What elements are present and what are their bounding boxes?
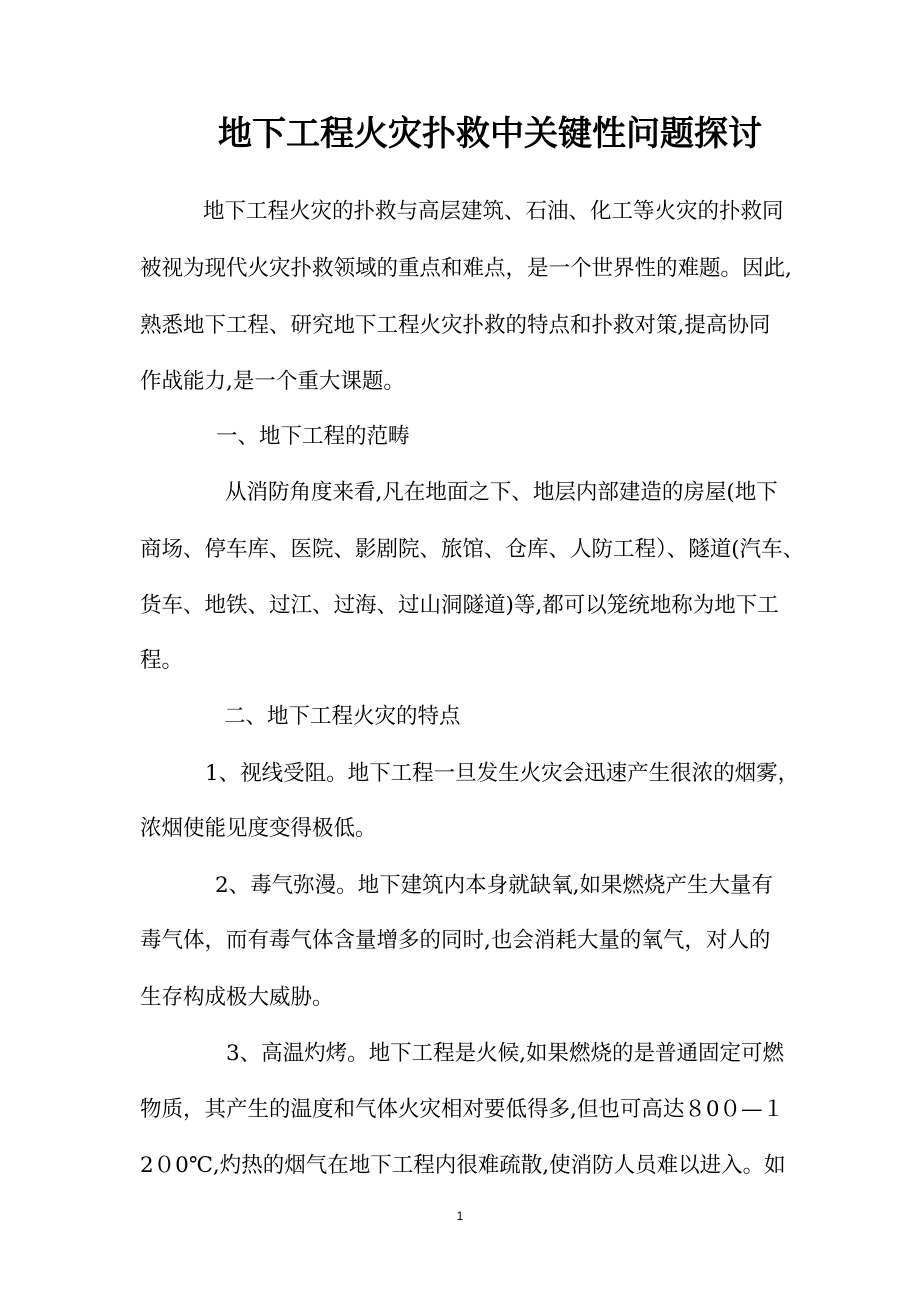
section-heading: 二、地下工程火灾的特点 [224,704,461,729]
paragraph-line: 从消防角度来看,凡在地面之下、地层内部建造的房屋(地下 [225,480,778,505]
paragraph-line: 地下工程火灾的扑救与高层建筑、石油、化工等火灾的扑救同 [203,199,784,224]
paragraph-line: 浓烟使能见度变得极低。 [140,816,377,841]
paragraph-line: 商场、停车库、医院、影剧院、旅馆、仓库、人防工程）、隧道(汽车、 [140,537,805,562]
paragraph-line: 1、视线受阻。地下工程一旦发生火灾会迅速产生很浓的烟雾， [205,761,800,786]
paragraph-line: 被视为现代火灾扑救领域的重点和难点，是一个世界性的难题。因此, [140,256,792,281]
paragraph-line: 程。 [140,648,184,673]
paragraph-line: 3、高温灼烤。地下工程是火候,如果燃烧的是普通固定可燃 [226,1041,785,1066]
paragraph-line: 毒气体，而有毒气体含量增多的同时,也会消耗大量的氧气，对人的 [140,928,771,953]
paragraph-line: 物质，其产生的温度和气体火灾相对要低得多,但也可高达８0０—１ [140,1097,785,1122]
paragraph-line: 生存构成极大威胁。 [140,985,334,1010]
paragraph-line: 货车、地铁、过江、过海、过山洞隧道)等,都可以笼统地称为地下工 [140,593,779,618]
document-title: 地下工程火灾扑救中关键性问题探讨 [218,114,762,154]
section-heading: 一、地下工程的范畴 [216,424,410,449]
paragraph-line: 2０0℃,灼热的烟气在地下工程内很难疏散,使消防人员难以进入。如 [140,1153,786,1178]
page-number: 1 [456,1209,464,1223]
paragraph-line: 熟悉地下工程、研究地下工程火灾扑救的特点和扑救对策,提高协同 [140,313,771,338]
paragraph-line: 作战能力,是一个重大课题。 [140,369,405,394]
paragraph-line: 2、毒气弥漫。地下建筑内本身就缺氧,如果燃烧产生大量有 [215,873,774,898]
